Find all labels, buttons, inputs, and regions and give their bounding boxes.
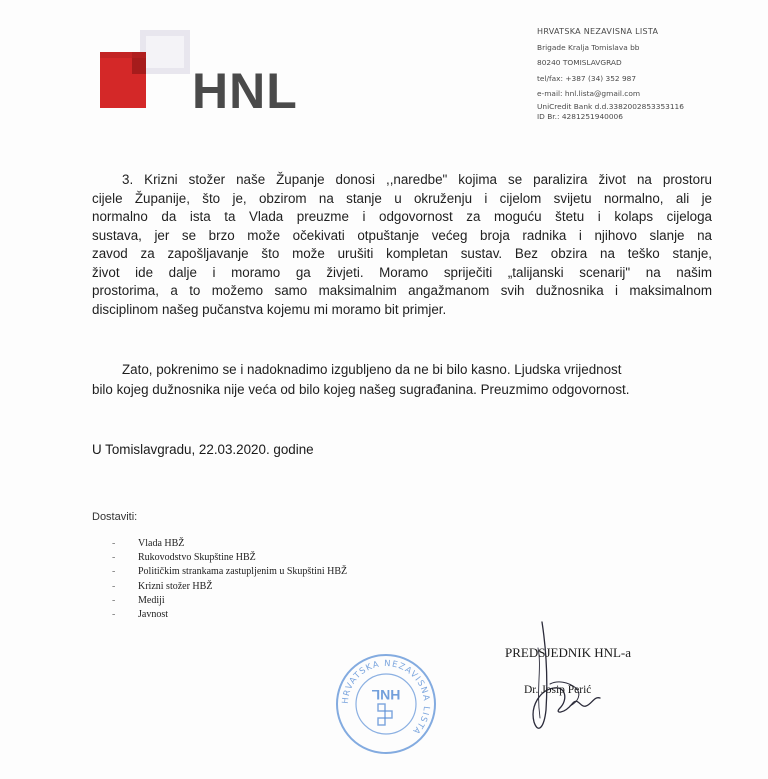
body-paragraph-1 <box>92 172 712 320</box>
org-email: e-mail: hnl.lista@gmail.com <box>537 89 641 98</box>
paragraph-line: bilo kojeg dužnosnika nije veća od bilo kojeg našeg sugrađanina. Preuzmimo odgovornost. <box>92 382 630 397</box>
bullet-dash: - <box>112 552 116 564</box>
bullet-dash: - <box>112 608 116 620</box>
list-item <box>112 538 347 552</box>
svg-text:HNL: HNL <box>371 687 401 703</box>
bullet-dash: - <box>112 566 116 578</box>
org-name: HRVATSKA NEZAVISNA LISTA <box>537 27 659 36</box>
list-item-label: Vlada HBŽ <box>138 538 185 549</box>
paragraph-line: život ide dalje i moramo ga živjeti. Moramo spriječiti „talijanski scenarij" na našim <box>92 264 712 280</box>
paragraph-line: disciplinom našeg pučanstva kojemu mi moramo bit primjer. <box>92 301 447 317</box>
dateline: U Tomislavgradu, 22.03.2020. godine <box>92 442 314 457</box>
paragraph-line: Zato, pokrenimo se i nadoknadimo izgubljeno da ne bi bilo kasno. Ljudska vrijednost <box>122 362 622 377</box>
delivery-label: Dostaviti: <box>92 511 138 523</box>
list-item <box>112 581 347 595</box>
list-item <box>112 566 347 580</box>
org-id: ID Br.: 4281251940006 <box>537 111 623 121</box>
signatory-name: Dr. Josip Perić <box>524 684 592 696</box>
signature-title: PREDSJEDNIK HNL-a <box>505 645 632 660</box>
org-address: Brigade Kralja Tomislava bb <box>537 42 640 52</box>
bullet-dash: - <box>112 580 116 592</box>
paragraph-line: normalno da ista ta Vlada preuzme i odgovornost za moguću štetu i kolaps cijeloga <box>92 209 712 224</box>
org-phone: tel/fax: +387 (34) 352 987 <box>537 73 637 83</box>
list-item <box>112 595 347 609</box>
list-item <box>112 609 347 623</box>
list-item-label: Krizni stožer HBŽ <box>138 580 213 592</box>
letterhead-info <box>537 24 757 122</box>
org-city: 80240 TOMISLAVGRAD <box>537 58 622 67</box>
org-bank: UniCredit Bank d.d.3382002853353116 <box>537 101 684 111</box>
hnl-logo <box>98 28 308 120</box>
list-item-label: Javnost <box>138 608 168 620</box>
paragraph-line: sustava, jer se brzo može očekivati otpuštanje većeg broja radnika i njihovo slanje na <box>92 227 712 243</box>
paragraph-line: zavod za zapošljavanje što može urušiti kompletan sustav. Bez obzira na teško stanje, <box>92 246 712 261</box>
list-item-label: Mediji <box>138 594 165 606</box>
paragraph-line: cijele Županije, što je, obzirom na stanje u okruženju i cijelom svijetu normalno, ali je <box>92 190 712 206</box>
paragraph-line: prostorima, a to možemo samo maksimalnim angažmanom svih dužnosnika i maksimalnom <box>92 283 712 298</box>
official-stamp-icon <box>334 652 438 756</box>
svg-text:HRVATSKA NEZAVISNA LISTA: HRVATSKA NEZAVISNA LISTA <box>340 658 432 737</box>
bullet-dash: - <box>112 594 116 606</box>
list-item-label: Rukovodstvo Skupštine HBŽ <box>138 552 256 564</box>
logo-wordmark: HNL <box>192 63 298 119</box>
list-item-label: Političkim strankama zastupljenim u Skupštini HBŽ <box>138 566 348 578</box>
delivery-list <box>112 538 347 623</box>
list-item <box>112 552 347 566</box>
paragraph-line: 3. Krizni stožer naše Županje donosi ,,naredbe" kojima se paralizira život na prostoru <box>122 172 712 187</box>
body-paragraph-2 <box>92 362 712 402</box>
bullet-dash: - <box>112 538 116 549</box>
handwritten-signature-icon <box>520 618 610 738</box>
logo-cubes-icon <box>98 28 194 120</box>
